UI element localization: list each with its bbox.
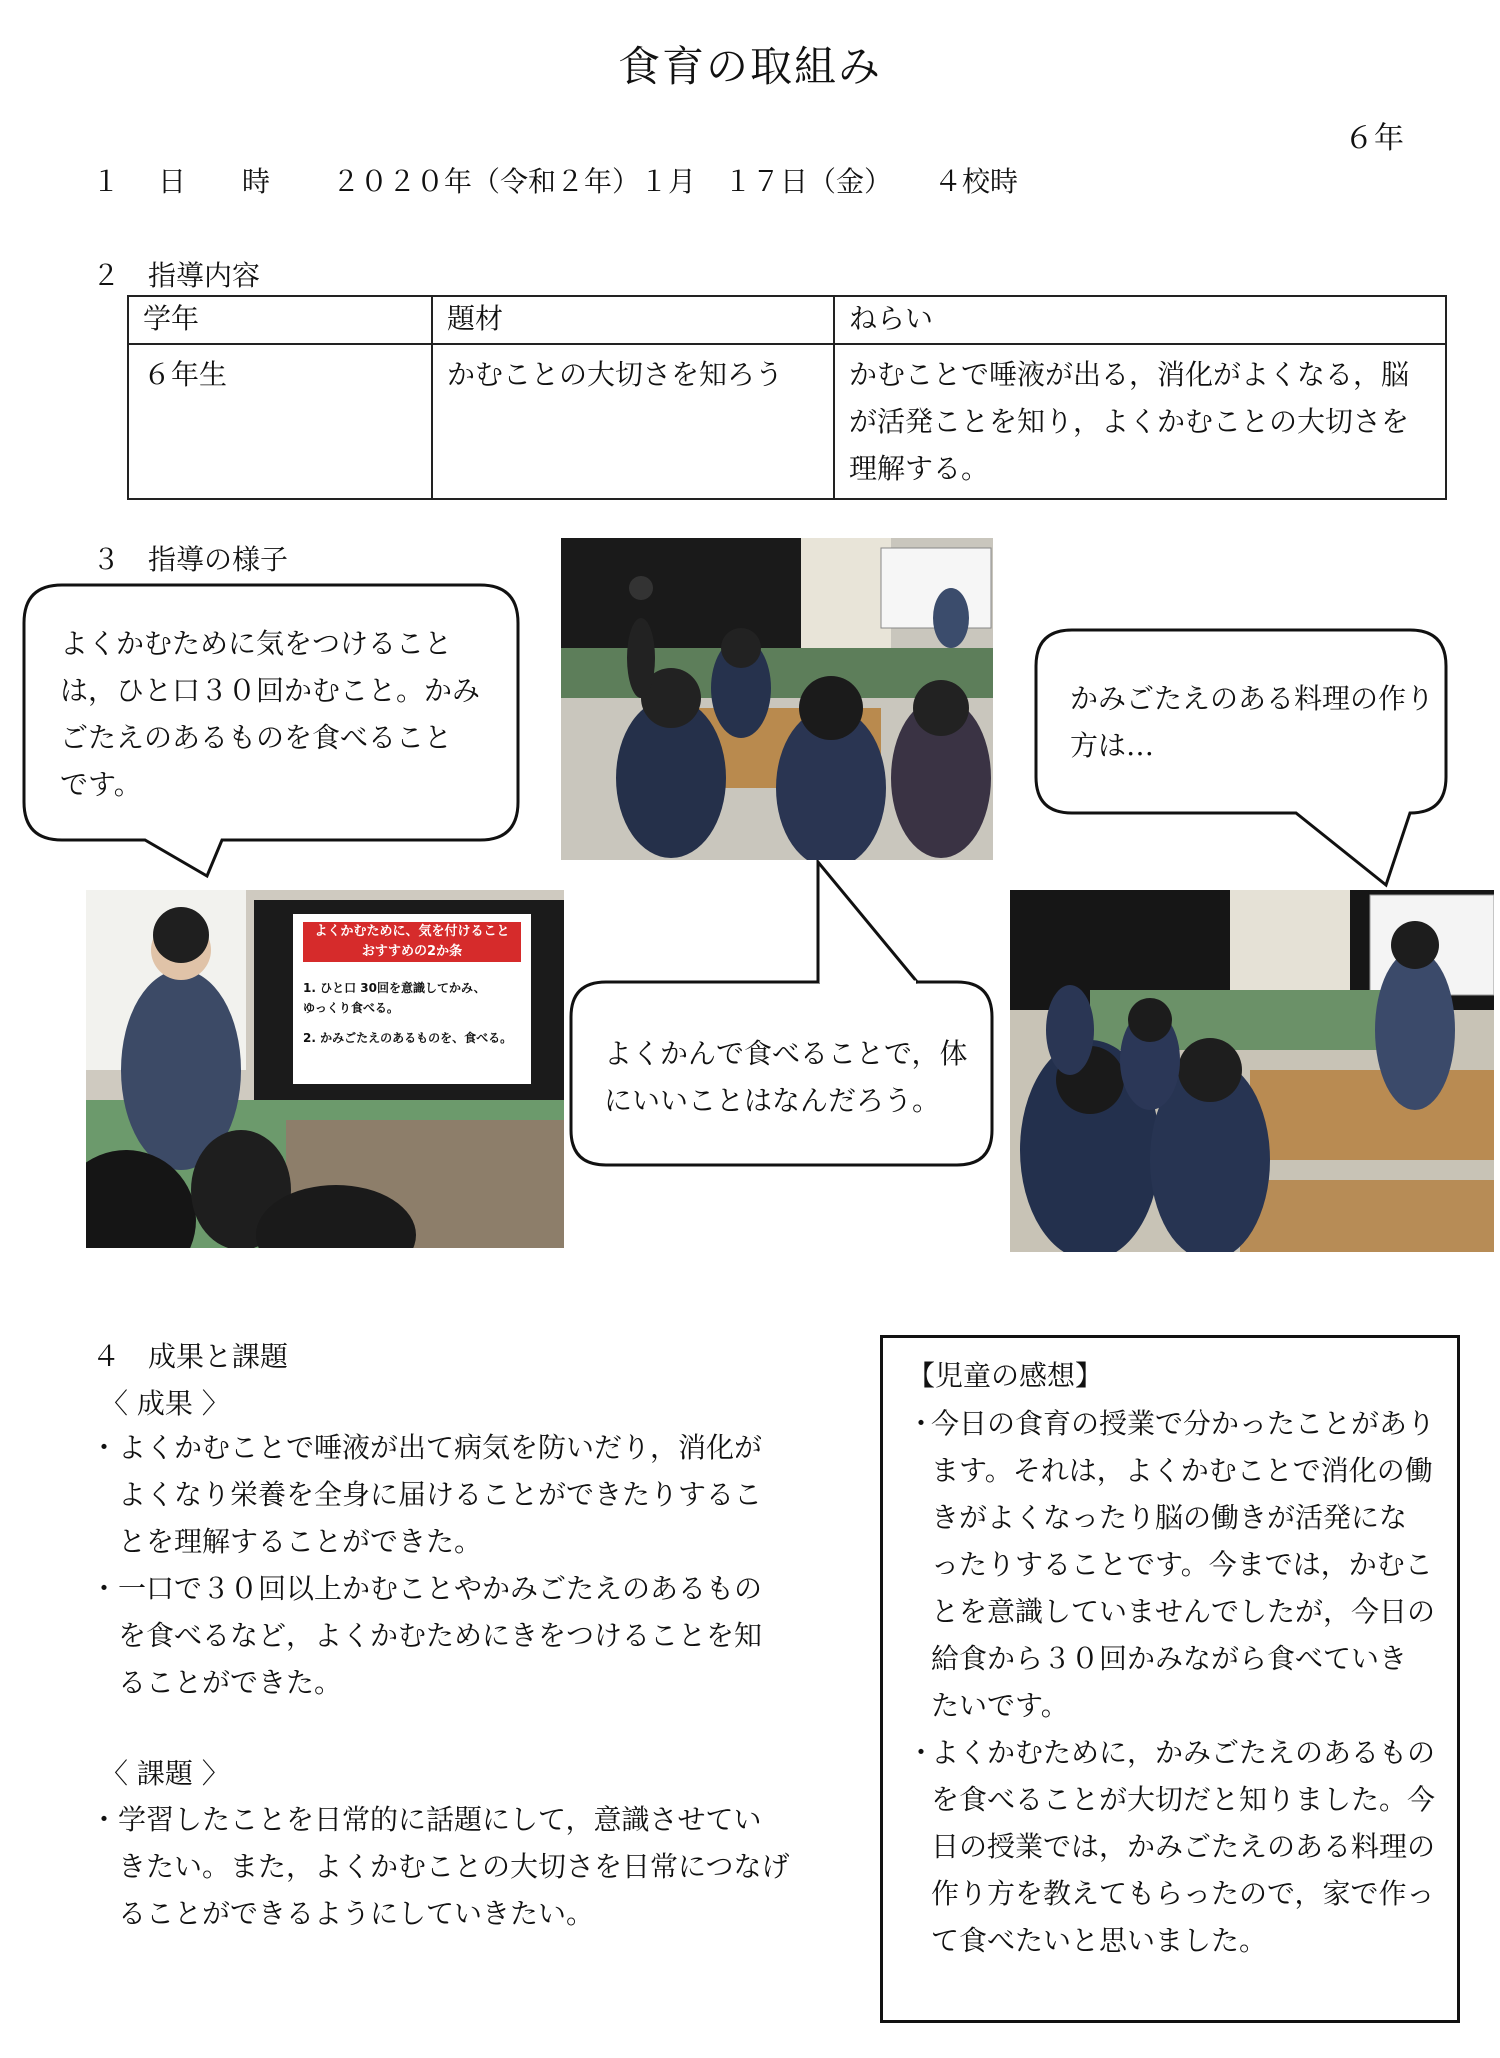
- text-line: ることができた。: [118, 1666, 343, 1699]
- list-item: [90, 1424, 850, 1565]
- impressions-heading: 【児童の感想】: [907, 1359, 1104, 1392]
- text-line: 給食から３０回かみながら食べていき: [931, 1642, 1408, 1675]
- table-cell-theme: かむことの大切さを知ろう: [432, 344, 834, 499]
- teacher-slide-photo: [86, 890, 564, 1248]
- list-item: [907, 1400, 1447, 1729]
- text-line: とを理解することができた。: [118, 1525, 483, 1558]
- text-line: を食べることが大切だと知りました。今: [931, 1783, 1436, 1816]
- text-line: て食べたいと思いました。: [931, 1924, 1268, 1957]
- results-heading: 〈 成果 〉: [100, 1387, 230, 1420]
- text-line: ることができるようにしていきたい。: [118, 1897, 595, 1930]
- text-line: 作り方を教えてもらったので，家で作っ: [931, 1877, 1435, 1910]
- text-line: 一口で３０回以上かむことやかみごたえのあるもの: [118, 1572, 763, 1605]
- text-line: きたい。また，よくかむことの大切さを日常につなげ: [118, 1850, 790, 1883]
- grade-label: ６年: [1344, 121, 1404, 156]
- slide-header-line: よくかむために、気を付けること: [314, 924, 510, 939]
- section3-heading: ３ 指導の様子: [92, 543, 289, 576]
- bubble-right-text: [1070, 675, 1434, 769]
- bubble-line: よくかんで食べることで，体: [604, 1037, 968, 1070]
- date-num: １: [92, 165, 121, 198]
- date-value: ２０２０年（令和２年）１月 １７日（金） ４校時: [332, 165, 1019, 198]
- text-line: よくかむことで唾液が出て病気を防いだり，消化が: [118, 1431, 763, 1464]
- section2-heading: ２ 指導内容: [92, 259, 261, 292]
- slide-point2: 2. かみごたえのあるものを、食べる。: [303, 1031, 513, 1045]
- list-item: [90, 1565, 850, 1706]
- slide-header: [303, 922, 521, 962]
- text-line: とを意識していませんでしたが，今日の: [931, 1595, 1436, 1628]
- bubble-line: です。: [60, 768, 142, 801]
- results-list: [90, 1424, 850, 1706]
- slide-point-line: ゆっくり食べる。: [303, 1001, 399, 1015]
- classroom-photo-top: [561, 538, 993, 860]
- aim-line: が活発ことを知り，よくかむことの大切さを: [849, 405, 1410, 438]
- bubble-line: は，ひと口３０回かむこと。かみ: [60, 674, 481, 707]
- table-cell-grade: ６年生: [128, 344, 432, 499]
- bullet-mark: ・: [907, 1736, 936, 1769]
- bullet-mark: ・: [90, 1803, 119, 1836]
- slide-point1: [303, 978, 521, 1018]
- date-label: 日 時: [158, 165, 271, 198]
- aim-line: 理解する。: [849, 452, 990, 485]
- bullet-mark: ・: [90, 1431, 119, 1464]
- classroom-photo-right: [1010, 890, 1494, 1252]
- issues-heading: 〈 課題 〉: [100, 1757, 230, 1790]
- bubble-line: かみごたえのある料理の作り: [1070, 682, 1435, 715]
- table-header-cell: 題材: [432, 296, 834, 344]
- text-line: よくなり栄養を全身に届けることができたりするこ: [118, 1478, 763, 1511]
- section4-heading: ４ 成果と課題: [92, 1340, 289, 1373]
- text-line: 日の授業では，かみごたえのある料理の: [931, 1830, 1436, 1863]
- text-line: を食べるなど，よくかむためにきをつけることを知: [118, 1619, 763, 1652]
- speech-bubble-center-tail: [818, 862, 918, 983]
- text-line: ます。それは，よくかむことで消化の働: [931, 1454, 1433, 1487]
- text-line: 今日の食育の授業で分かったことがあり: [931, 1407, 1436, 1440]
- bubble-left-text: [60, 620, 480, 808]
- slide-header-line: おすすめの2か条: [361, 944, 463, 959]
- text-line: ったりすることです。今までは，かむこ: [931, 1548, 1433, 1581]
- page-title: 食育の取組み: [617, 42, 882, 91]
- bubble-center-text: [604, 1030, 967, 1124]
- table-header-cell: ねらい: [834, 296, 1446, 344]
- bubble-line: 方は…: [1070, 729, 1155, 762]
- bullet-mark: ・: [907, 1407, 936, 1440]
- slide-screen: [293, 914, 531, 1084]
- bubble-line: よくかむために気をつけること: [60, 627, 453, 660]
- bubble-line: にいいことはなんだろう。: [604, 1084, 941, 1117]
- issues-list: [90, 1796, 870, 1937]
- impressions-list: [907, 1400, 1447, 1964]
- text-line: たいです。: [931, 1689, 1069, 1722]
- impressions-box: [880, 1335, 1460, 2023]
- list-item: [907, 1729, 1447, 1964]
- slide-point-line: 1. ひと口 30回を意識してかみ、: [303, 981, 486, 995]
- bullet-mark: ・: [90, 1572, 119, 1605]
- text-line: よくかむために，かみごたえのあるもの: [931, 1736, 1436, 1769]
- bubble-line: ごたえのあるものを食べること: [60, 721, 453, 754]
- aim-line: かむことで唾液が出る，消化がよくなる，脳: [849, 358, 1410, 391]
- list-item: [90, 1796, 870, 1937]
- text-line: きがよくなったり脳の働きが活発にな: [931, 1501, 1408, 1534]
- text-line: 学習したことを日常的に話題にして，意識させてい: [118, 1803, 762, 1836]
- table-header-cell: 学年: [128, 296, 432, 344]
